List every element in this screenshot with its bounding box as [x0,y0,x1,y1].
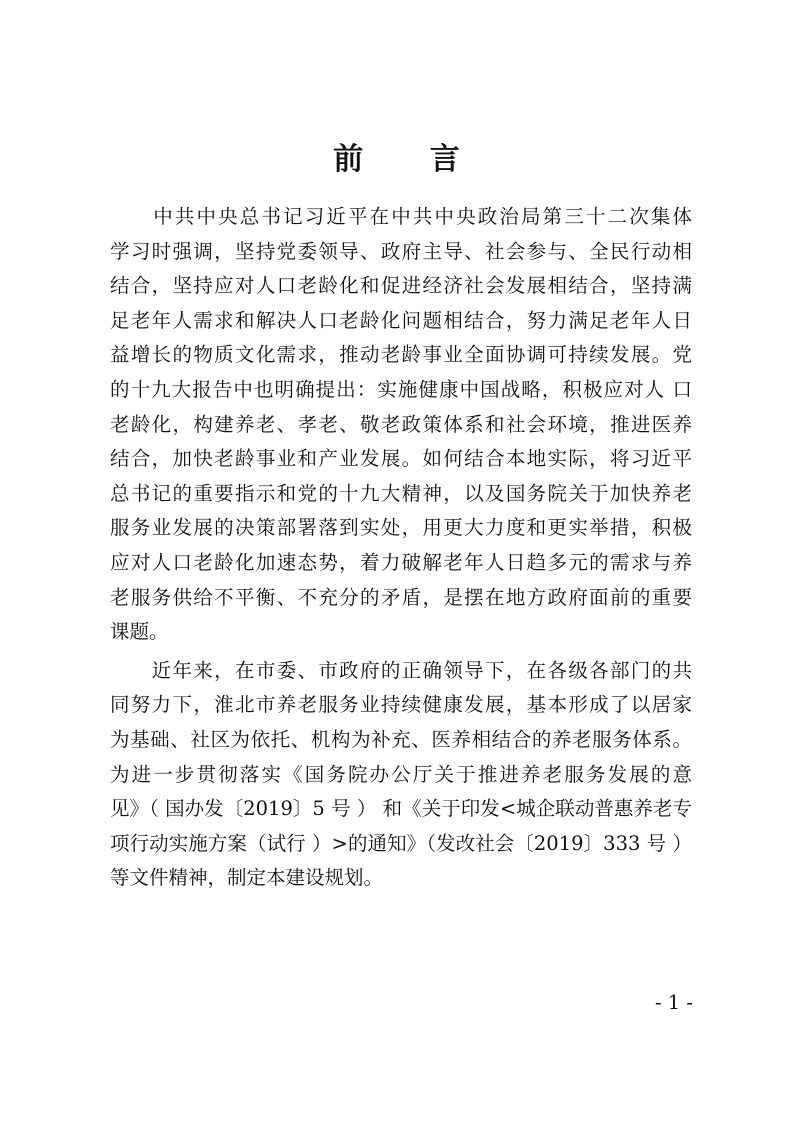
text-line: 结合，加快老龄事业和产业发展。如何结合本地实际，将习近平 [110,447,692,471]
text-line: 总书记的重要指示和党的十九大精神，以及国务院关于加快养老 [110,481,692,505]
text-line: 为基础、社区为依托、机构为补充、医养相结合的养老服务体系。 [110,727,692,751]
body-text [110,200,692,896]
paragraph-2 [110,654,692,896]
text-line: 足老年人需求和解决人口老龄化问题相结合，努力满足老年人日 [110,308,692,332]
text-line: 同努力下，淮北市养老服务业持续健康发展，基本形成了以居家 [110,693,692,717]
text-line: 见》（ 国办发〔2019〕5 号 ） 和《关于印发<城企联动普惠养老专 [110,797,692,821]
page-number: - 1 - [655,991,693,1014]
text-line: 为进一步贯彻落实《国务院办公厅关于推进养老服务发展的意 [110,762,692,786]
text-line: 服务业发展的决策部署落到实处，用更大力度和更实举措，积极 [110,516,692,540]
page-title: 前 言 [333,142,488,177]
text-line: 项行动实施方案（试行 ）>的通知》（发改社会〔2019〕333 号 ） [110,831,692,855]
text-line: 结合，坚持应对人口老龄化和促进经济社会发展相结合，坚持满 [110,274,692,298]
text-line: 应对人口老龄化加速态势，着力破解老年人日趋多元的需求与养 [110,550,692,574]
text-line: 老龄化，构建养老、孝老、敬老政策体系和社会环境，推进医养 [110,412,692,436]
text-line: 学习时强调，坚持党委领导、政府主导、社会参与、全民行动相 [110,239,692,263]
text-line: 等文件精神，制定本建设规划。 [110,866,384,890]
text-line: 益增长的物质文化需求，推动老龄事业全面协调可持续发展。党 [110,343,692,367]
text-line: 课题。 [110,620,169,644]
paragraph-1 [110,200,692,650]
text-line: 老服务供给不平衡、不充分的矛盾，是摆在地方政府面前的重要 [110,585,692,609]
text-line: 中共中央总书记习近平在中共中央政治局第三十二次集体 [110,205,692,228]
text-line: 的十九大报告中也明确提出：实施健康中国战略，积极应对人 口 [110,377,692,401]
text-line: 近年来，在市委、市政府的正确领导下，在各级各部门的共 [110,658,692,682]
